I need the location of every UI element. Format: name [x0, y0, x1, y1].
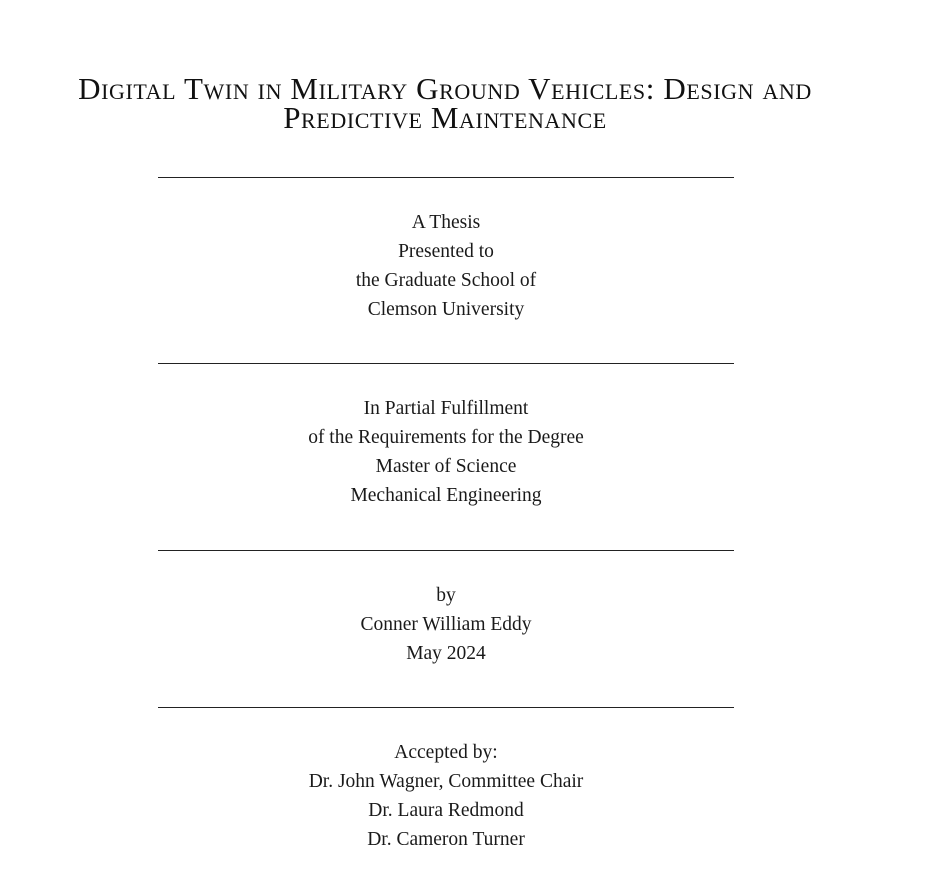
horizontal-rule-1	[158, 177, 734, 178]
author-name: Conner William Eddy	[360, 614, 532, 635]
submission-line-thesis: A Thesis	[411, 212, 481, 233]
submission-block	[146, 208, 746, 324]
fulfillment-block	[146, 394, 746, 510]
degree-field: Mechanical Engineering	[350, 485, 542, 506]
fulfillment-line-partial: In Partial Fulfillment	[363, 398, 529, 419]
degree-name: Master of Science	[375, 456, 517, 477]
submission-line-presented: Presented to	[398, 241, 494, 262]
submission-line-school: the Graduate School of	[355, 270, 537, 291]
submission-line-university: Clemson University	[367, 299, 525, 320]
committee-member: Dr. Cameron Turner	[367, 829, 525, 850]
horizontal-rule-2	[158, 363, 734, 364]
fulfillment-line-requirements: of the Requirements for the Degree	[308, 427, 584, 448]
author-by: by	[436, 585, 456, 606]
author-block	[146, 581, 746, 668]
committee-heading: Accepted by:	[394, 742, 498, 763]
committee-member-chair: Dr. John Wagner, Committee Chair	[308, 771, 584, 792]
horizontal-rule-4	[158, 707, 734, 708]
horizontal-rule-3	[158, 550, 734, 551]
thesis-title-line-1: Digital Twin in Military Ground Vehicles: Design and	[78, 71, 812, 106]
committee-member: Dr. Laura Redmond	[368, 800, 524, 821]
thesis-title	[0, 71, 890, 135]
committee-block	[146, 738, 746, 854]
thesis-title-line-2: Predictive Maintenance	[283, 100, 607, 135]
submission-date: May 2024	[406, 643, 486, 664]
